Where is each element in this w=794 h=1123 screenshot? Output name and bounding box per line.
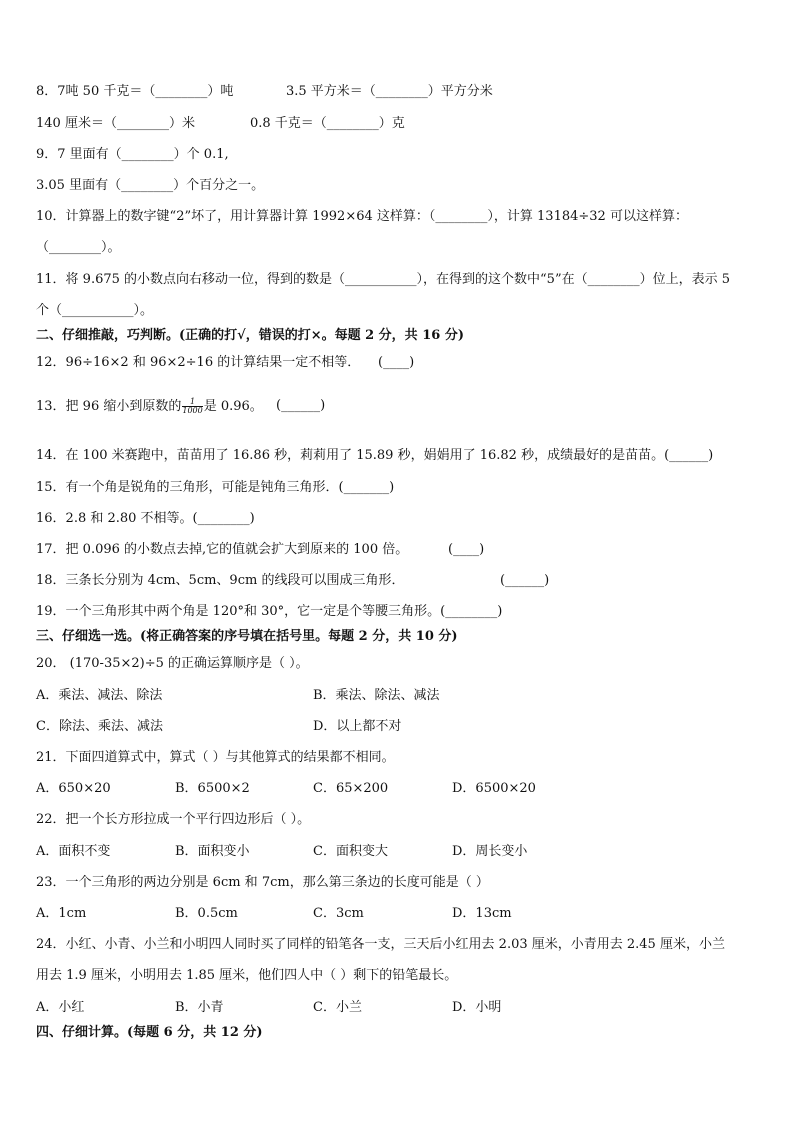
q23-option-a: A．1cm <box>36 906 87 921</box>
q23-option-b: B．0.5cm <box>175 906 238 921</box>
question-10-line-1: 10．计算器上的数字键“2”坏了，用计算器计算 1992×64 这样算：（________），计算 13184÷32 可以这样算： <box>36 209 688 224</box>
q20-option-c: C．除法、乘法、减法 <box>36 719 163 734</box>
q8-part-b: 3.5 平方米＝（________）平方分米 <box>286 84 493 99</box>
question-21-stem: 21．下面四道算式中，算式（ ）与其他算式的结果都不相同。 <box>36 750 395 765</box>
question-9-line-1: 9．7 里面有（________）个 0.1, <box>36 147 229 162</box>
question-11-line-1: 11．将 9.675 的小数点向右移动一位，得到的数是（___________），在得到的这个数中“5”在（________）位上，表示 5 <box>36 272 730 287</box>
q21-option-d: D．6500×20 <box>452 781 536 796</box>
q8-part-d: 0.8 千克＝（________）克 <box>250 116 405 131</box>
q13-text-before: 13．把 96 缩小到原数的 <box>36 399 182 414</box>
q24-option-a: A．小红 <box>36 1000 85 1015</box>
q24-option-d: D．小明 <box>452 1000 502 1015</box>
section-3-heading: 三、仔细选一选。(将正确答案的序号填在括号里。每题 2 分，共 10 分) <box>36 629 458 644</box>
q20-option-a: A．乘法、减法、除法 <box>36 688 163 703</box>
q8-part-a: 8．7吨 50 千克＝（________）吨 <box>36 84 234 99</box>
q18-text: 18．三条长分别为 4cm、5cm、9cm 的线段可以围成三角形． <box>36 573 405 588</box>
section-2-heading: 二、仔细推敲，巧判断。(正确的打√，错误的打×。每题 2 分，共 16 分) <box>36 328 464 343</box>
q13-fraction-numerator: 1 <box>182 398 202 407</box>
q21-option-a: A．650×20 <box>36 781 111 796</box>
q22-option-b: B．面积变小 <box>175 844 250 859</box>
q24-option-b: B．小青 <box>175 1000 224 1015</box>
q12-text: 12．96÷16×2 和 96×2÷16 的计算结果一定不相等． <box>36 355 361 370</box>
q24-option-c: C．小兰 <box>313 1000 362 1015</box>
q23-option-d: D．13cm <box>452 906 512 921</box>
q22-option-c: C．面积变大 <box>313 844 388 859</box>
q21-option-b: B．6500×2 <box>175 781 250 796</box>
q22-option-a: A．面积不变 <box>36 844 111 859</box>
question-24-stem-line-2: 用去 1.9 厘米，小明用去 1.85 厘米，他们四人中（ ）剩下的铅笔最长。 <box>36 968 458 983</box>
question-9-line-2: 3.05 里面有（________）个百分之一。 <box>36 178 265 193</box>
question-13 <box>36 398 764 415</box>
question-16: 16．2.8 和 2.80 不相等。(________) <box>36 511 255 526</box>
q20-option-d: D．以上都不对 <box>313 719 402 734</box>
q22-option-d: D．周长变小 <box>452 844 528 859</box>
q13-text-after: 是 0.96。 <box>203 399 263 414</box>
question-20-stem: 20． (170-35×2)÷5 的正确运算顺序是（ ）。 <box>36 656 309 671</box>
q13-fraction-denominator: 1000 <box>182 406 203 415</box>
q8-part-c: 140 厘米＝（________）米 <box>36 116 195 131</box>
q13-fraction <box>182 398 202 415</box>
question-24-stem-line-1: 24．小红、小青、小兰和小明四人同时买了同样的铅笔各一支，三天后小红用去 2.03 厘米，小青用去 2.45 厘米，小兰 <box>36 937 725 952</box>
question-15: 15．有一个角是锐角的三角形，可能是钝角三角形．(_______) <box>36 480 395 495</box>
question-19: 19．一个三角形其中两个角是 120°和 30°，它一定是个等腰三角形。(________) <box>36 604 503 619</box>
q20-option-b: B．乘法、除法、减法 <box>313 688 440 703</box>
question-14: 14．在 100 米赛跑中，苗苗用了 16.86 秒，莉莉用了 15.89 秒，娟娟用了 16.82 秒，成绩最好的是苗苗。(______) <box>36 448 714 463</box>
q17-answer-blank: (____) <box>448 542 485 557</box>
question-22-stem: 22．把一个长方形拉成一个平行四边形后（ ）。 <box>36 812 311 827</box>
question-10-line-2: （________）。 <box>36 240 121 255</box>
q23-option-c: C．3cm <box>313 906 364 921</box>
q12-answer-blank: (____) <box>378 355 415 370</box>
q13-answer-blank: (______) <box>276 398 326 413</box>
section-4-heading: 四、仔细计算。(每题 6 分，共 12 分) <box>36 1025 263 1040</box>
q21-option-c: C．65×200 <box>313 781 389 796</box>
question-23-stem: 23．一个三角形的两边分别是 6cm 和 7cm，那么第三条边的长度可能是（ ） <box>36 875 489 890</box>
q18-answer-blank: (______) <box>500 573 550 588</box>
question-11-line-2: 个（___________）。 <box>36 303 154 318</box>
q17-text: 17．把 0.096 的小数点去掉,它的值就会扩大到原来的 100 倍。 <box>36 542 409 557</box>
